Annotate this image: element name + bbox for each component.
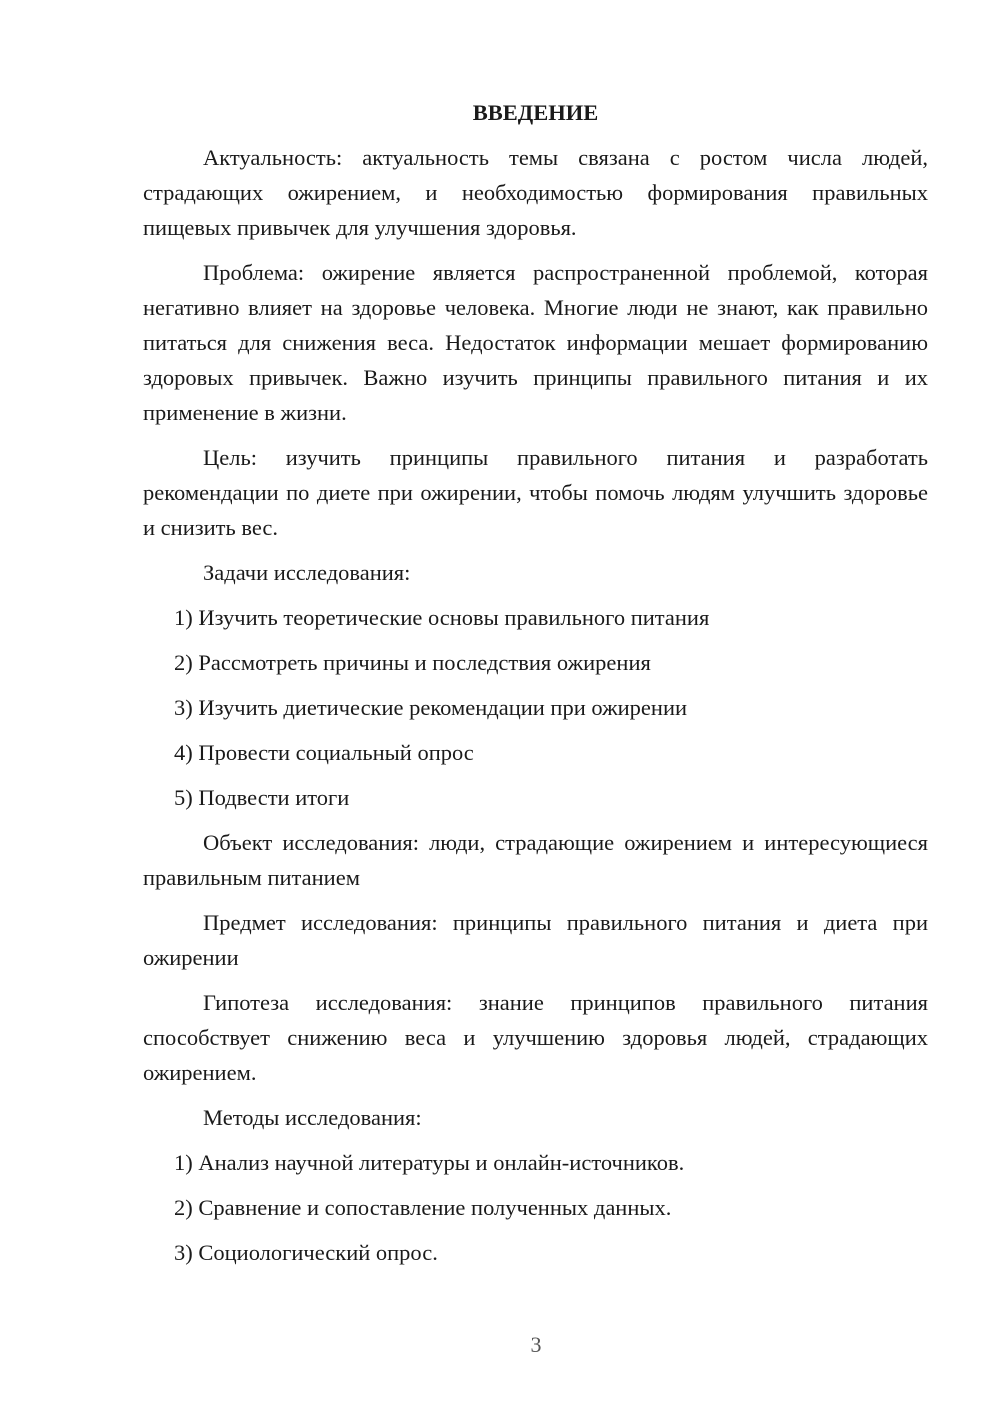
hypothesis-paragraph: Гипотеза исследования: знание принципов правильного питания способствует снижению веса и улучшению здоровья людей, страдающих ожирением.: [143, 990, 928, 1085]
task-item: 3) Изучить диетические рекомендации при ожирении: [174, 695, 688, 720]
subject-paragraph: Предмет исследования: принципы правильного питания и диета при ожирении: [143, 910, 928, 970]
page-content: [143, 95, 928, 1280]
task-item: 5) Подвести итоги: [174, 785, 350, 810]
relevance-paragraph: Актуальность: актуальность темы связана с ростом числа людей, страдающих ожирением, и необходимостью формирования правильных пищевых привычек для улучшения здоровья.: [143, 145, 928, 240]
method-item: 1) Анализ научной литературы и онлайн-источников.: [174, 1150, 685, 1175]
tasks-heading: Задачи исследования:: [203, 560, 411, 585]
task-item: 2) Рассмотреть причины и последствия ожирения: [174, 650, 651, 675]
task-item: 4) Провести социальный опрос: [174, 740, 474, 765]
object-paragraph: Объект исследования: люди, страдающие ожирением и интересующиеся правильным питанием: [143, 830, 928, 890]
method-item: 2) Сравнение и сопоставление полученных данных.: [174, 1195, 672, 1220]
section-title: ВВЕДЕНИЕ: [472, 100, 599, 125]
problem-paragraph: Проблема: ожирение является распространенной проблемой, которая негативно влияет на здоровье человека. Многие люди не знают, как правильно питаться для снижения веса. Недостаток информации мешает формированию здоровых привычек. Важно изучить принципы правильного питания и их применение в жизни.: [143, 260, 928, 425]
method-item: 3) Социологический опрос.: [174, 1240, 438, 1265]
methods-heading: Методы исследования:: [203, 1105, 422, 1130]
page-number: 3: [530, 1332, 542, 1357]
task-item: 1) Изучить теоретические основы правильного питания: [174, 605, 710, 630]
goal-paragraph: Цель: изучить принципы правильного питания и разработать рекомендации по диете при ожирении, чтобы помочь людям улучшить здоровье и снизить вес.: [143, 445, 928, 540]
